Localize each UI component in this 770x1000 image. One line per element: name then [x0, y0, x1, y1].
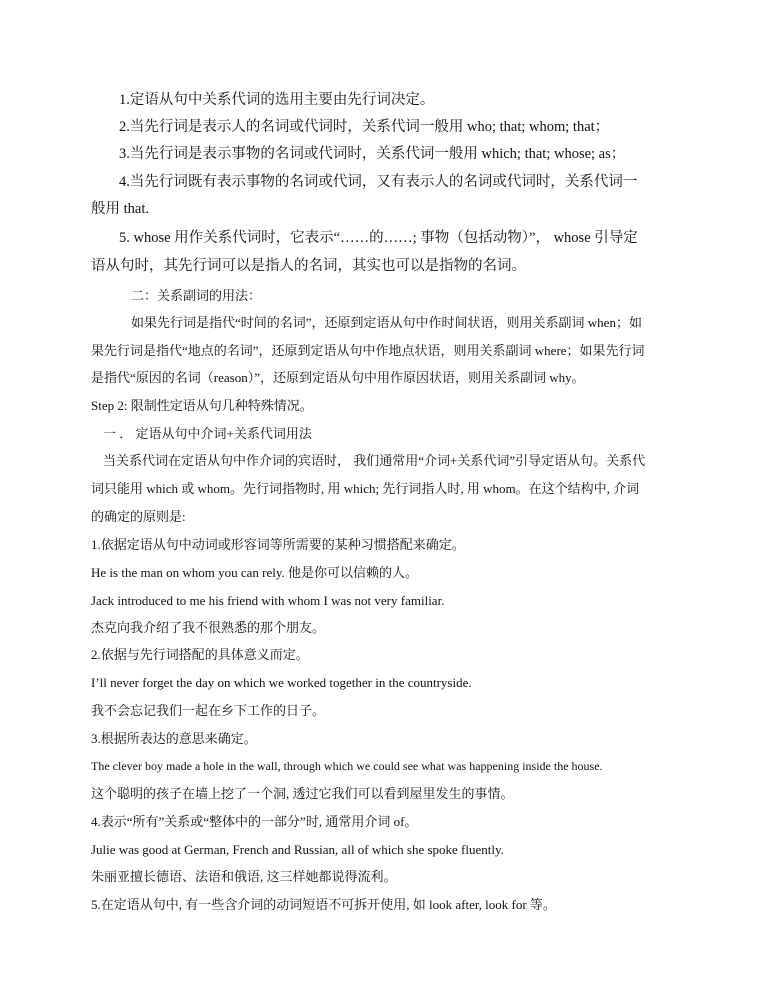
point-1: 1.依据定语从句中动词或形容词等所需要的某种习惯搭配来确定。	[91, 537, 465, 552]
point-1-example-2-translation: 杰克向我介绍了我不很熟悉的那个朋友。	[91, 620, 326, 635]
rule-2: 2.当先行词是表示人的名词或代词时，关系代词一般用 who; that; whom; that；	[119, 119, 610, 135]
section-2-paragraph-line-3: 是指代“原因的名词（reason）”，还原到定语从句中用作原因状语，则用关系副词 why。	[91, 370, 585, 385]
subsection-1-heading: 一 ． 定语从句中介词+关系代词用法	[103, 426, 312, 441]
point-1-example-2: Jack introduced to me his friend with whom I was not very familiar.	[91, 593, 445, 608]
subsection-1-paragraph-line-1: 当关系代词在定语从句中作介词的宾语时， 我们通常用“介词+关系代词”引导定语从句。关系代	[103, 453, 646, 468]
subsection-1-paragraph-line-3: 的确定的原则是:	[91, 509, 186, 524]
rule-4-line-1: 4.当先行词既有表示事物的名词或代词，又有表示人的名词或代词时，关系代词一	[119, 174, 638, 190]
section-2-paragraph-line-2: 果先行词是指代“地点的名词”，还原到定语从句中作地点状语，则用关系副词 where；如果先行词	[91, 343, 645, 358]
point-3-example: The clever boy made a hole in the wall, through which we could see what was happening inside the house.	[91, 759, 603, 773]
point-4-example-translation: 朱丽亚擅长德语、法语和俄语, 这三样她都说得流利。	[91, 869, 397, 884]
step-2-heading: Step 2: 限制性定语从句几种特殊情况。	[91, 398, 313, 413]
subsection-1-paragraph-line-2: 词只能用 which 或 whom。先行词指物时, 用 which; 先行词指人时, 用 whom。在这个结构中, 介词	[91, 481, 640, 496]
section-2-paragraph-line-1: 如果先行词是指代“时间的名词”，还原到定语从句中作时间状语，则用关系副词 when；如	[131, 315, 642, 330]
point-1-example-1: He is the man on whom you can rely. 他是你可以信赖的人。	[91, 565, 418, 580]
rule-4-line-2: 般用 that.	[91, 201, 149, 217]
rule-5-line-1: 5. whose 用作关系代词时，它表示“……的……; 事物（包括动物）”， whose 引导定	[119, 230, 638, 246]
rule-5-line-2: 语从句时，其先行词可以是指人的名词，其实也可以是指物的名词。	[91, 258, 526, 274]
point-3-example-translation: 这个聪明的孩子在墙上挖了一个洞, 透过它我们可以看到屋里发生的事情。	[91, 786, 514, 801]
point-2-example-translation: 我不会忘记我们一起在乡下工作的日子。	[91, 703, 326, 718]
section-2-heading: 二：关系副词的用法：	[131, 288, 262, 303]
point-2-example: I’ll never forget the day on which we worked together in the countryside.	[91, 675, 472, 690]
point-4-example: Julie was good at German, French and Russian, all of which she spoke fluently.	[91, 842, 504, 857]
point-5: 5.在定语从句中, 有一些含介词的动词短语不可拆开使用, 如 look after, look for 等。	[91, 897, 556, 912]
rule-1: 1.定语从句中关系代词的选用主要由先行词决定。	[119, 92, 435, 108]
point-3: 3.根据所表达的意思来确定。	[91, 731, 257, 746]
point-4: 4.表示“所有”关系或“整体中的一部分”时, 通常用介词 of。	[91, 814, 418, 829]
point-2: 2.依据与先行词搭配的具体意义而定。	[91, 647, 309, 662]
rule-3: 3.当先行词是表示事物的名词或代词时，关系代词一般用 which; that; whose; as；	[119, 146, 626, 162]
